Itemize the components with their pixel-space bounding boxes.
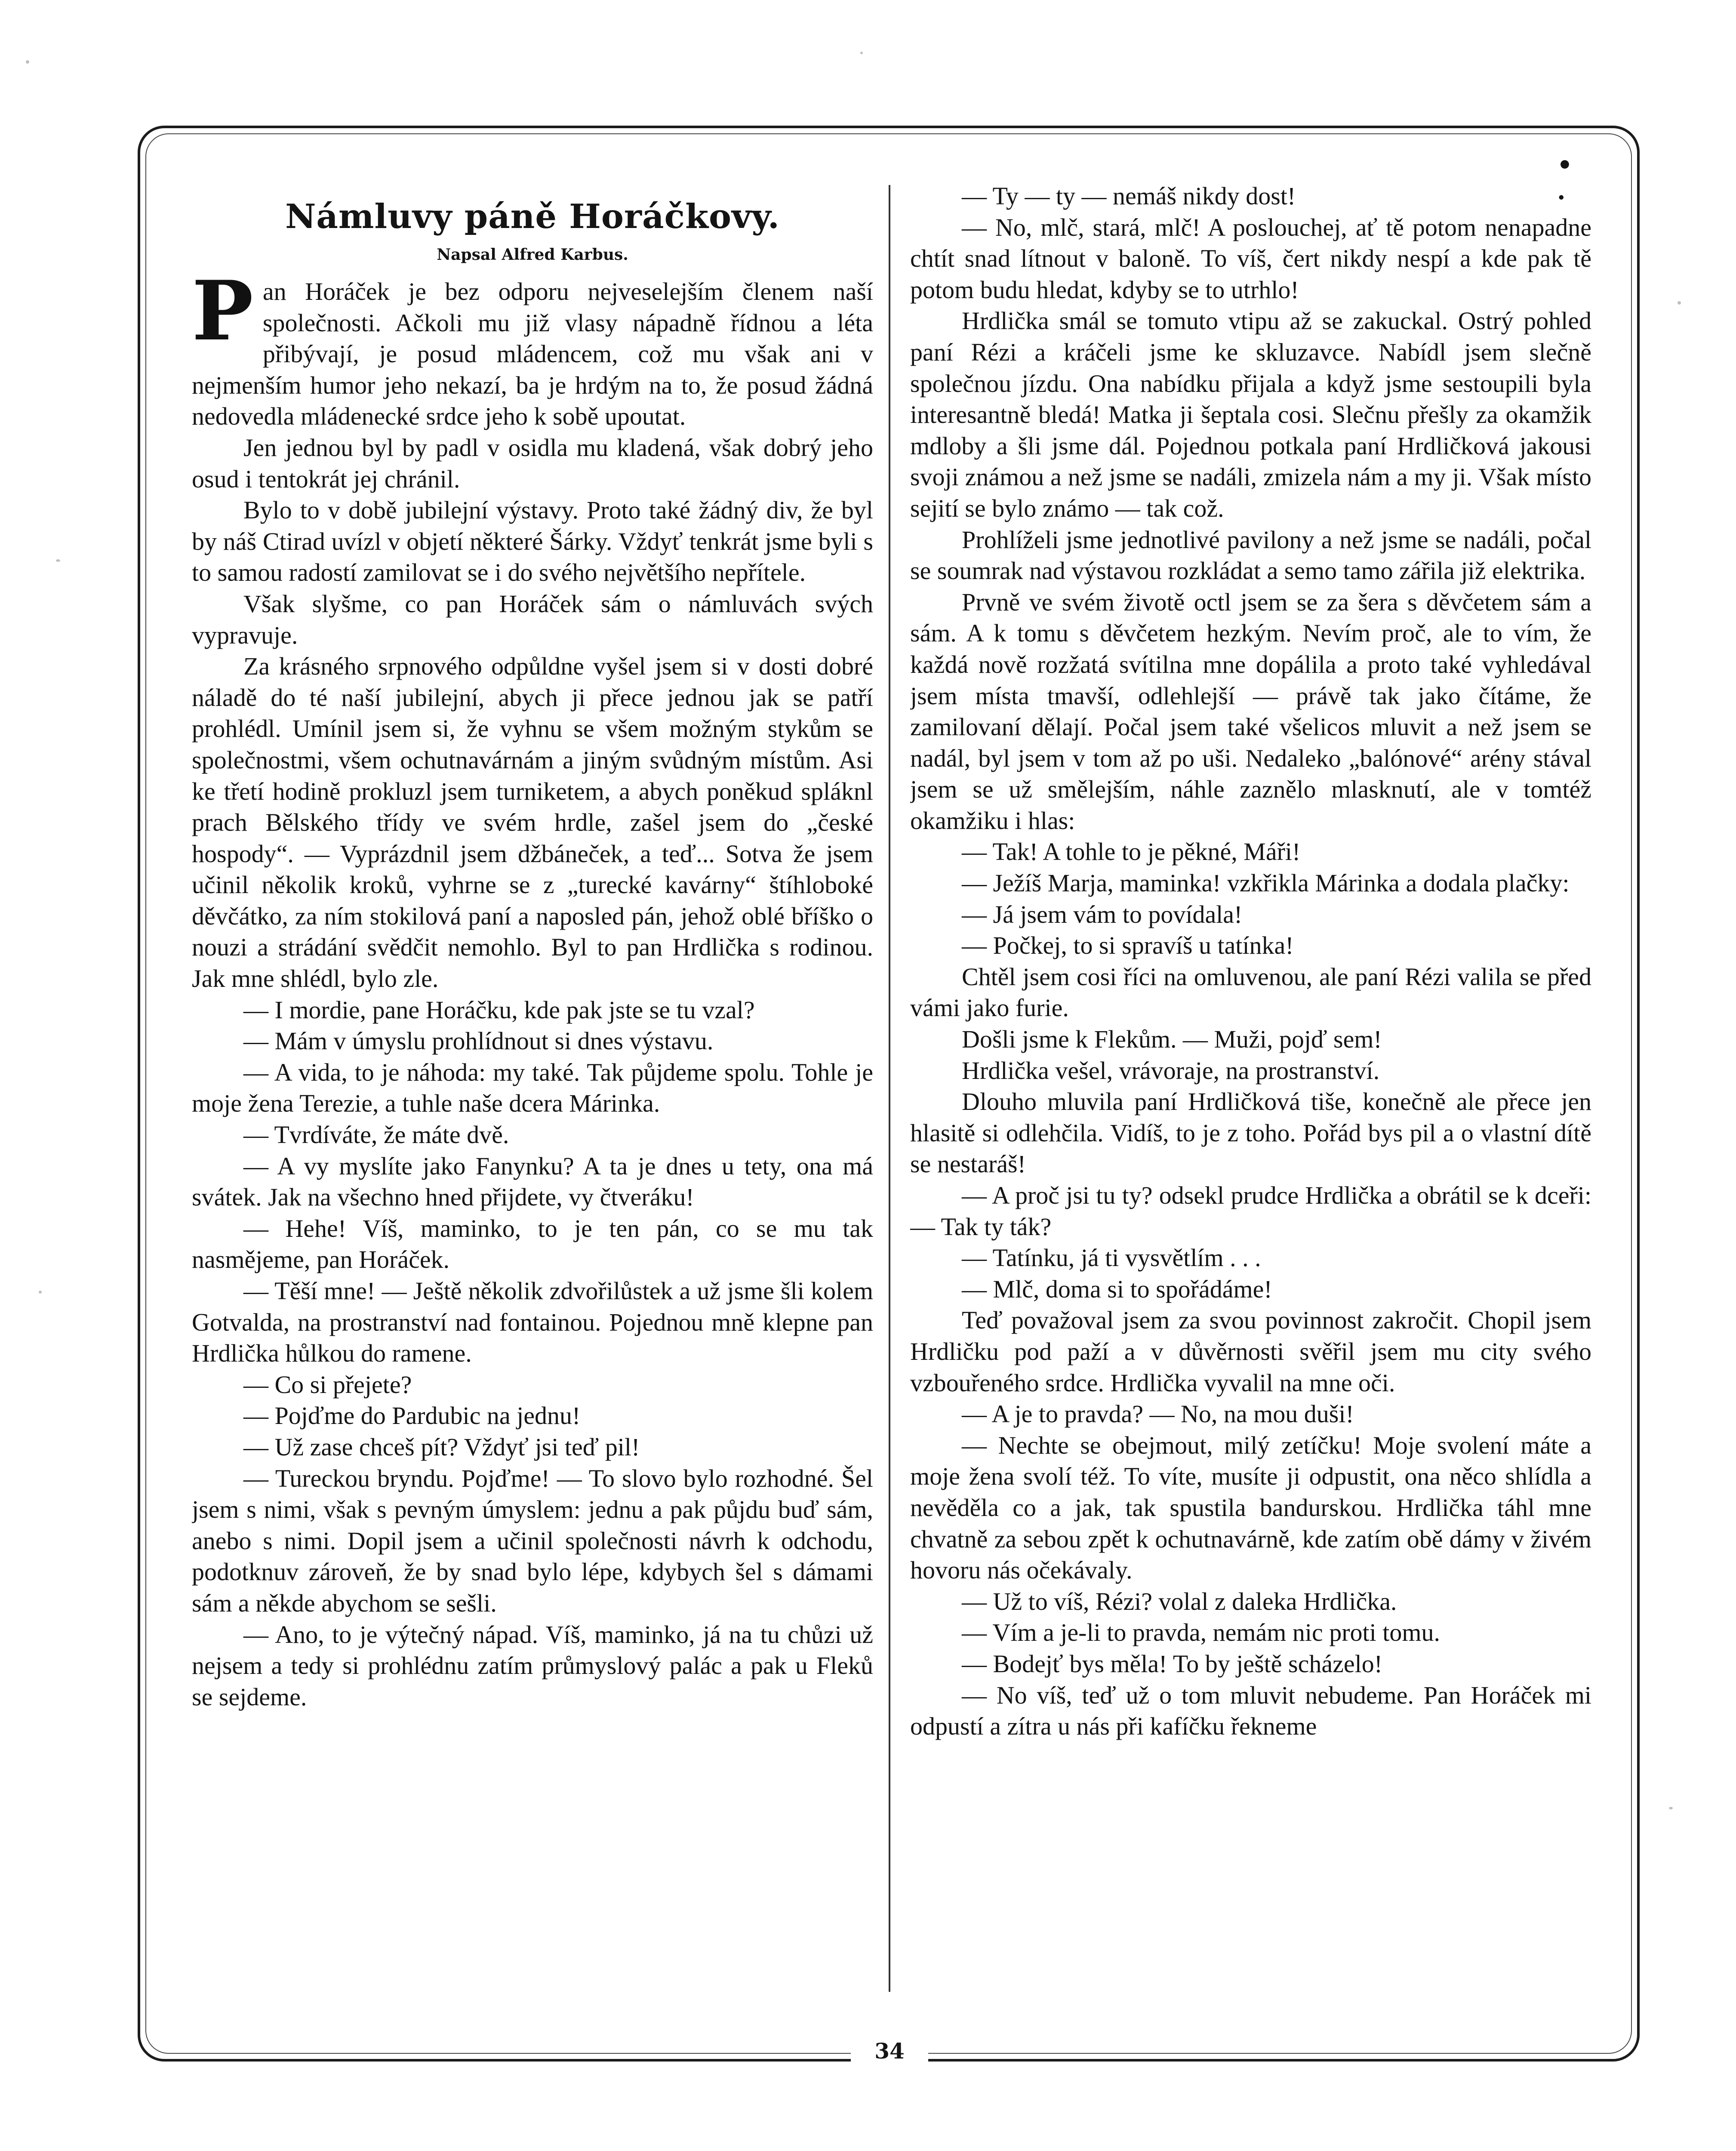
column-divider xyxy=(889,185,890,1992)
paragraph: — Už zase chceš pít? Vždyť jsi teď pil! xyxy=(243,1433,640,1461)
paragraph: — A vy myslíte jako Fanynku? A ta je dnes u tety, ona má svátek. Jak na všechno hned přijdete, vy čtveráku! xyxy=(192,1152,873,1211)
paragraph: — Ježíš Marja, maminka! vzkřikla Márinka a dodala plačky: xyxy=(962,869,1570,897)
paragraph: — I mordie, pane Horáčku, kde pak jste se tu vzal? xyxy=(243,995,755,1024)
paragraph: — A je to pravda? — No, na mou duši! xyxy=(962,1400,1354,1428)
paragraph: — Co si přejete? xyxy=(243,1370,412,1399)
article-byline: Napsal Alfred Karbus. xyxy=(437,246,628,264)
left-column xyxy=(192,181,873,1996)
paragraph xyxy=(192,263,873,432)
paragraph: — Tak! A tohle to je pěkné, Máři! xyxy=(962,838,1301,866)
paragraph-text: an Horáček je bez odporu nejveselejším členem naší společnosti. Ačkoli mu již vlasy nápadně řídnou a léta přibývají, je posud mládencem, což mu však ani v nejmenším humor jeho nekazí, ba je hrdým na to, že posud žádná nedovedla mládenecké srdce jeho k sobě upoutat. xyxy=(192,277,873,431)
right-column xyxy=(910,181,1591,1996)
paragraph: Však slyšme, co pan Horáček sám o námluvách svých vypravuje. xyxy=(192,589,873,649)
paragraph: Chtěl jsem cosi říci na omluvenou, ale paní Rézi valila se před vámi jako furie. xyxy=(910,962,1591,1022)
paragraph: Hrdlička smál se tomuto vtipu až se zakuckal. Ostrý pohled paní Rézi a kráčeli jsme ke skluzavce. Nabídl jsem slečně společnou jízdu. Ona nabídku přijala a když jsme sestoupili byla interesantně bledá! Matka ji šeptala cosi. Slečnu přešly za okamžik mdloby a šli jsme dál. Pojednou potkala paní Hrdličková jakousi svoji známou a než jsme se nadáli, zmizela nám a my ji. Však místo sejití se bylo známo — tak což. xyxy=(910,307,1591,522)
paragraph: Za krásného srpnového odpůldne vyšel jsem si v dosti dobré náladě do té naší jubilejní, abych ji přece jednou jak se patří prohlédl. Umínil jsem si, že vyhnu se všem možným stykům se společnostmi, všem ochutnavárnám a jiným svůdným místům. Asi ke třetí hodině prokluzl jsem turniketem, a abych poněkud spláknl prach Bělského třídy ve svém hrdle, zašel jsem do „české hospody“. — Vyprázdnil jsem džbáneček, a teď... Sotva že jsem učinil několik kroků, vyhrne se z „turecké kavárny“ štíhloboké děvčátko, za ním stokilová paní a naposled pán, jehož oblé bříško o nouzi a strádání svědčit nemohlo. Byl to pan Hrdlička s rodinou. Jak mne shlédl, bylo zle. xyxy=(192,652,873,993)
scan-speck xyxy=(1669,1807,1673,1809)
paragraph: — No, mlč, stará, mlč! A poslouchej, ať tě potom nenapadne chtít snad lítnout v baloně. To víš, čert nikdy nespí a kde pak tě potom budu hledat, kdyby se to utrhlo! xyxy=(910,213,1591,304)
paragraph: — Tvrdíváte, že máte dvě. xyxy=(243,1121,509,1149)
paragraph: — Bodejť bys měla! To by ještě scházelo! xyxy=(962,1649,1383,1678)
page-number: 34 xyxy=(851,2038,928,2064)
paragraph: — Tatínku, já ti vysvětlím . . . xyxy=(962,1244,1261,1272)
paragraph: Hrdlička vešel, vrávoraje, na prostranství. xyxy=(962,1056,1380,1085)
paragraph: Bylo to v době jubilejní výstavy. Proto také žádný div, že byl by náš Ctirad uvízl v objetí některé Šárky. Vždyť tenkrát jsme byli s to samou radostí zamilovat se i do svého největšího nepřítele. xyxy=(192,496,873,587)
paragraph: — Mám v úmyslu prohlídnout si dnes výstavu. xyxy=(243,1027,714,1055)
paragraph: — A vida, to je náhoda: my také. Tak půjdeme spolu. Tohle je moje žena Terezie, a tuhle naše dcera Márinka. xyxy=(192,1058,873,1118)
paragraph: Jen jednou byl by padl v osidla mu kladená, však dobrý jeho osud i tentokrát jej chránil. xyxy=(192,433,873,493)
corner-marks: • . xyxy=(1557,151,1581,205)
paragraph: — Hehe! Víš, maminko, to je ten pán, co se mu tak nasmějeme, pan Horáček. xyxy=(192,1214,873,1274)
paragraph: — Už to víš, Rézi? volal z daleka Hrdlička. xyxy=(962,1587,1397,1615)
paragraph: — Ano, to je výtečný nápad. Víš, maminko, já na tu chůzi už nejsem a tedy si prohlédnu zatím průmyslový palác a pak u Fleků se sejdeme. xyxy=(192,1620,873,1711)
paragraph: — Těší mne! — Ještě několik zdvořilůstek a už jsme šli kolem Gotvalda, na prostranství nad fontainou. Pojednou mně klepne pan Hrdlička hůlkou do ramene. xyxy=(192,1277,873,1368)
paragraph: — No víš, teď už o tom mluvit nebudeme. Pan Horáček mi odpustí a zítra u nás při kafíčku řekneme xyxy=(910,1681,1591,1741)
paragraph: Dlouho mluvila paní Hrdličková tiše, konečně ale přece jen hlasitě si odlehčila. Vidíš, to je z toho. Pořád bys pil a o vlastní dítě se nestaráš! xyxy=(910,1088,1591,1178)
article-title: Námluvy páně Horáčkovy. xyxy=(285,197,780,236)
scan-speck xyxy=(39,1291,42,1294)
paragraph: Prvně ve svém životě octl jsem se za šera s děvčetem sám a sám. A k tomu s děvčetem hezkým. Nevím proč, ale to vím, že každá nově rozžatá svítilna mne dopálila a proto také vyhledával jsem místa tmavší, odlehlejší — právě tak jako čítáme, že zamilovaní dělají. Počal jsem také všelicos mluvit a než jsem se nadál, byl jsem v tom až po uši. Nedaleko „balónové“ arény stával jsem se už smělejším, náhle zaznělo mlasknutí, ale v tomtéž okamžiku i hlas: xyxy=(910,588,1591,835)
paragraph: — Pojďme do Pardubic na jednu! xyxy=(243,1402,581,1430)
paragraph: — Mlč, doma si to spořádáme! xyxy=(962,1275,1272,1303)
dropcap-letter: P xyxy=(192,263,253,359)
paragraph: — Nechte se obejmout, milý zetíčku! Moje svolení máte a moje žena svolí též. To víte, musíte ji odpustit, ona něco shlídla a nevěděla co a jak, tak spustila bandurskou. Hrdlička táhl mne chvatně za sebou zpět k ochutnavárně, kde zatím obě dámy v živém hovoru nás očekávaly. xyxy=(910,1431,1591,1584)
paragraph: Teď považoval jsem za svou povinnost zakročit. Chopil jsem Hrdličku pod paží a v důvěrnosti svěřil jsem mu city svého vzbouřeného srdce. Hrdlička vyvalil na mne oči. xyxy=(910,1306,1591,1397)
scan-speck xyxy=(860,52,863,54)
paragraph: — Počkej, to si spravíš u tatínka! xyxy=(962,931,1294,960)
scan-speck xyxy=(1678,301,1681,305)
paragraph: — Já jsem vám to povídala! xyxy=(962,900,1243,928)
paragraph: Prohlíželi jsme jednotlivé pavilony a než jsme se nadáli, počal se soumrak nad výstavou rozkládat a semo tamo zářila již elektrika. xyxy=(910,525,1591,585)
paragraph: — Ty — ty — nemáš nikdy dost! xyxy=(962,182,1296,210)
scan-speck xyxy=(56,559,60,562)
scan-speck xyxy=(26,60,29,64)
paragraph: — Tureckou bryndu. Pojďme! — To slovo bylo rozhodné. Šel jsem s nimi, však s pevným úmyslem: jednu a pak půjdu buď sám, anebo s nimi. Dopil jsem a učinil společnosti návrh k odchodu, podotknuv zároveň, že by snad bylo lépe, kdybych šel s dámami sám a někde abychom se sešli. xyxy=(192,1464,873,1617)
paragraph: Došli jsme k Flekům. — Muži, pojď sem! xyxy=(962,1025,1382,1054)
paragraph: — A proč jsi tu ty? odsekl prudce Hrdlička a obrátil se k dceři: — Tak ty ták? xyxy=(910,1181,1591,1241)
paragraph: — Vím a je-li to pravda, nemám nic proti tomu. xyxy=(962,1618,1440,1647)
